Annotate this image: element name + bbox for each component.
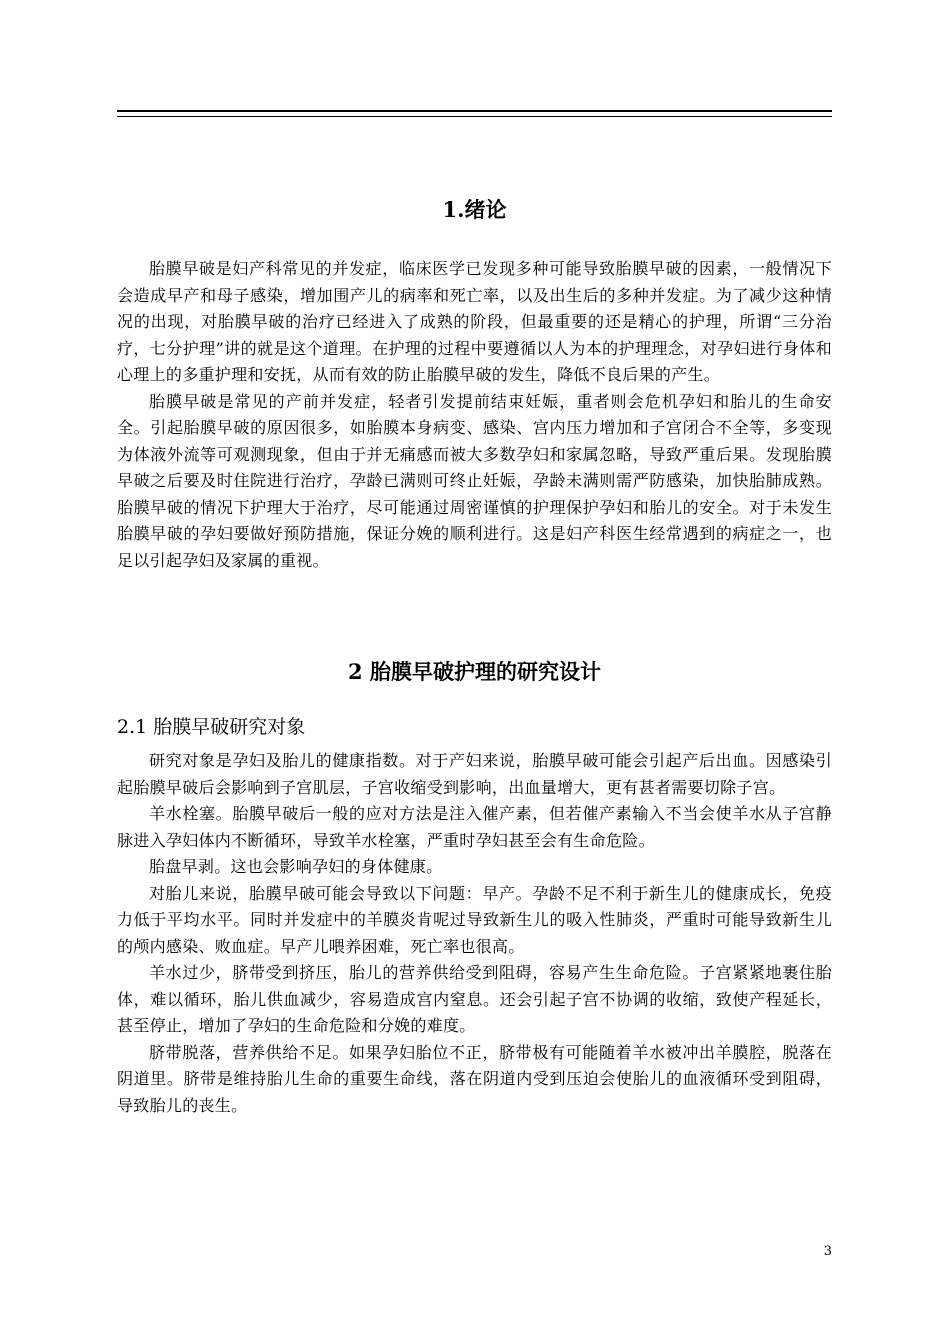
section-2-1-paragraph: 羊水过少，脐带受到挤压，胎儿的营养供给受到阻碍，容易产生生命危险。子宫紧紧地裹住胎体，难以循环，胎儿供血减少，容易造成宫内窒息。还会引起子宫不协调的收缩，致使产程延长，甚至停止，增加了孕妇的生命危险和分娩的难度。 xyxy=(117,963,832,1035)
section-2-1-paragraph: 羊水栓塞。胎膜早破后一般的应对方法是注入催产素，但若催产素输入不当会使羊水从子宫静脉进入孕妇体内不断循环，导致羊水栓塞，严重时孕妇甚至会有生命危险。 xyxy=(117,804,832,850)
section-2-1-paragraph: 胎盘早剥。这也会影响孕妇的身体健康。 xyxy=(149,857,443,876)
chapter-1-title: 1.绪论 xyxy=(442,197,507,222)
chapter-1-paragraph: 胎膜早破是妇产科常见的并发症，临床医学已发现多种可能导致胎膜早破的因素，一般情况下会造成早产和母子感染，增加围产儿的病率和死亡率，以及出生后的多种并发症。为了减少这种情况的出现，对胎膜早破的治疗已经进入了成熟的阶段，但最重要的还是精心的护理，所谓“三分治疗，七分护理”讲的就是这个道理。在护理的过程中要遵循以人为本的护理理念，对孕妇进行身体和心理上的多重护理和安抚，从而有效的防止胎膜早破的发生，降低不良后果的产生。 xyxy=(117,259,832,384)
chapter-1-paragraph: 胎膜早破是常见的产前并发症，轻者引发提前结束妊娠，重者则会危机孕妇和胎儿的生命安全。引起胎膜早破的原因很多，如胎膜本身病变、感染、宫内压力增加和子宫闭合不全等，多变现为体液外流等可观测现象，但由于并无痛感而被大多数孕妇和家属忽略，导致严重后果。发现胎膜早破之后要及时住院进行治疗，孕龄已满则可终止妊娠，孕龄未满则需严防感染，加快胎肺成熟。胎膜早破的情况下护理大于治疗，尽可能通过周密谨慎的护理保护孕妇和胎儿的安全。对于未发生胎膜早破的孕妇要做好预防措施，保证分娩的顺利进行。这是妇产科医生经常遇到的病症之一，也足以引起孕妇及家属的重视。 xyxy=(117,391,832,570)
section-2-1-paragraph: 脐带脱落，营养供给不足。如果孕妇胎位不正，脐带极有可能随着羊水被冲出羊膜腔，脱落在阴道里。脐带是维持胎儿生命的重要生命线，落在阴道内受到压迫会使胎儿的血液循环受到阻碍，导致胎儿的丧生。 xyxy=(117,1042,832,1115)
page-content xyxy=(117,190,832,1119)
section-2-1-paragraph: 对胎儿来说，胎膜早破可能会导致以下问题：早产。孕龄不足不利于新生儿的健康成长，免疫力低于平均水平。同时并发症中的羊膜炎肯呢过导致新生儿的吸入性肺炎，严重时可能导致新生儿的颅内感染、败血症。早产儿喂养困难，死亡率也很高。 xyxy=(117,883,832,956)
page-number: 3 xyxy=(823,1244,832,1259)
section-2-1-title: 2.1 胎膜早破研究对象 xyxy=(117,716,306,738)
section-2-1-paragraph: 研究对象是孕妇及胎儿的健康指数。对于产妇来说，胎膜早破可能会引起产后出血。因感染引起胎膜早破后会影响到子宫肌层，子宫收缩受到影响，出血量增大，更有甚者需要切除子宫。 xyxy=(117,751,832,797)
chapter-2-title: 2 胎膜早破护理的研究设计 xyxy=(348,659,601,684)
header-rule xyxy=(117,110,832,117)
